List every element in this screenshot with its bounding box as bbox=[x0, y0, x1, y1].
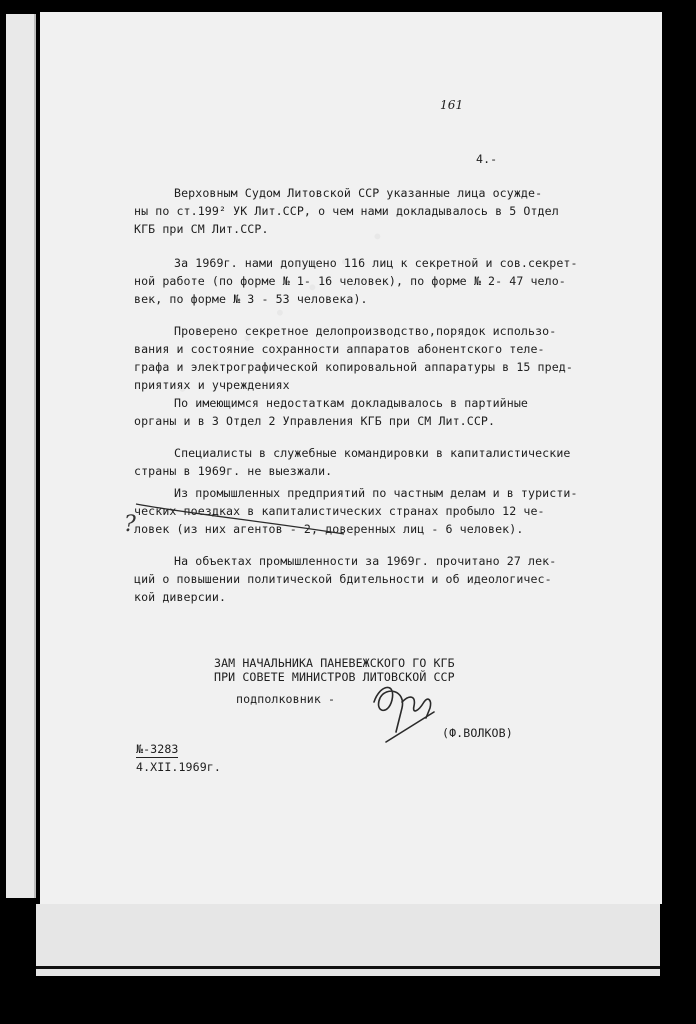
para4-line1: Специалисты в служебные командировки в капиталистические bbox=[174, 446, 571, 460]
handwritten-underline bbox=[130, 496, 350, 546]
para4-line2: страны в 1969г. не выезжали. bbox=[134, 464, 333, 478]
left-page-edge bbox=[6, 14, 36, 898]
para5-line2: ческих поездках в капиталистических странах пробыло 12 че- bbox=[134, 504, 545, 518]
para6-line3: кой диверсии. bbox=[134, 590, 227, 604]
bottom-rule bbox=[36, 966, 660, 969]
para2-line1: За 1969г. нами допущено 116 лиц к секретной и сов.секрет- bbox=[174, 256, 578, 270]
para3-line1: Проверено секретное делопроизводство,порядок использо- bbox=[174, 324, 557, 338]
signatory-rank: подполковник - bbox=[236, 692, 336, 706]
para6-line1: На объектах промышленности за 1969г. прочитано 27 лек- bbox=[174, 554, 557, 568]
para2-line3: век, по форме № 3 - 53 человека). bbox=[134, 292, 368, 306]
page-number: 4.- bbox=[476, 152, 498, 166]
para3-line4: приятиях и учреждениях bbox=[134, 378, 290, 392]
page-stamp: 161 bbox=[440, 98, 464, 112]
document-page bbox=[40, 12, 662, 904]
signatory-title-line2: ПРИ СОВЕТЕ МИНИСТРОВ ЛИТОВСКОЙ ССР bbox=[214, 670, 455, 684]
para3-line2: вания и состояние сохранности аппаратов абонентского теле- bbox=[134, 342, 545, 356]
para1-line3: КГБ при СМ Лит.ССР. bbox=[134, 222, 269, 236]
para1-line1: Верховным Судом Литовской ССР указанные лица осужде- bbox=[174, 186, 543, 200]
para1-line2: ны по ст.199² УК Лит.ССР, о чем нами докладывалось в 5 Отдел bbox=[134, 204, 559, 218]
para5-line3: ловек (из них агентов - 2, доверенных лиц - 6 человек). bbox=[134, 522, 524, 536]
para5-line1: Из промышленных предприятий по частным делам и в туристи- bbox=[174, 486, 578, 500]
signatory-name: (Ф.ВОЛКОВ) bbox=[442, 726, 513, 740]
para3-line3: графа и электрографической копировальной аппаратуры в 15 пред- bbox=[134, 360, 573, 374]
para2-line2: ной работе (по форме № 1- 16 человек), по форме № 2- 47 чело- bbox=[134, 274, 566, 288]
margin-question-mark: ? bbox=[124, 512, 136, 537]
para3-line5: По имеющимся недостаткам докладывалось в партийные bbox=[174, 396, 529, 410]
handwritten-signature bbox=[366, 672, 446, 752]
registration-date: 4.XII.1969г. bbox=[136, 760, 221, 774]
para6-line2: ций о повышении политической бдительности и об идеологичес- bbox=[134, 572, 552, 586]
registration-number: №-3283 bbox=[136, 742, 179, 756]
signatory-title-line1: ЗАМ НАЧАЛЬНИКА ПАНЕВЕЖСКОГО ГО КГБ bbox=[214, 656, 455, 670]
para3-line6: органы и в 3 Отдел 2 Управления КГБ при СМ Лит.ССР. bbox=[134, 414, 496, 428]
